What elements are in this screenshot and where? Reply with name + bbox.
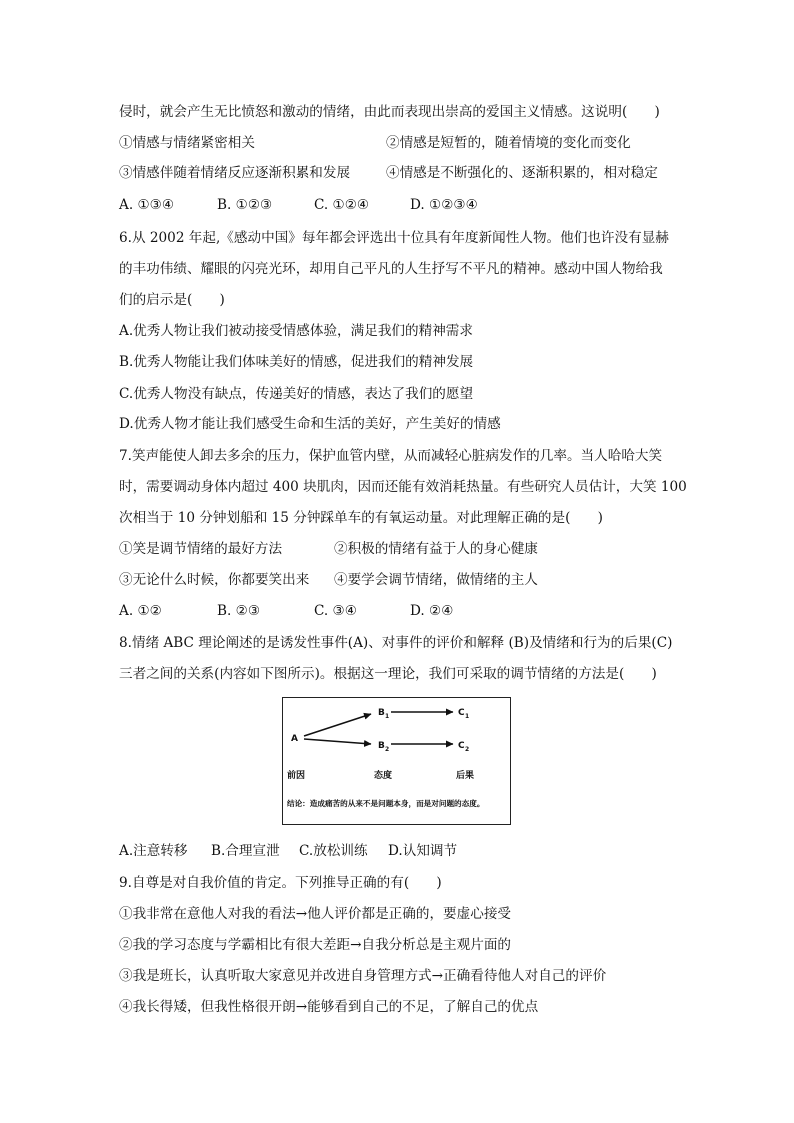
q9-statement-1: ①我非常在意他人对我的看法→他人评价都是正确的，要虚心接受 bbox=[119, 906, 512, 922]
node-c2-label: C bbox=[458, 741, 465, 751]
q5-option-b: B. ①②③ bbox=[217, 197, 273, 213]
q8-option-c: C.放松训练 bbox=[299, 843, 368, 859]
q8-stem-line-2: 三者之间的关系(内容如下图所示)。根据这一理论，我们可采取的调节情绪的方法是( ) bbox=[119, 666, 657, 682]
caption-attitude: 态度 bbox=[374, 771, 393, 781]
q7-stem-line-2: 时，需要调动身体内超过 400 块肌肉，因而还能有效消耗热量。有些研究人员估计，大笑 100 bbox=[119, 479, 687, 495]
diagram-conclusion: 结论：造成痛苦的从来不是问题本身，而是对问题的态度。 bbox=[287, 799, 485, 808]
node-c1-label: C bbox=[458, 708, 465, 718]
q7-stem-line-1: 7.笑声能使人卸去多余的压力，保护血管内壁，从而减轻心脏病发作的几率。当人哈哈大笑 bbox=[119, 448, 663, 464]
abc-theory-diagram bbox=[282, 697, 511, 825]
q8-option-d: D.认知调节 bbox=[388, 843, 458, 859]
abc-diagram-svg bbox=[283, 698, 509, 823]
node-b1-subscript: 1 bbox=[385, 713, 390, 720]
q7-statement-3: ③无论什么时候，你都要笑出来 bbox=[119, 572, 310, 588]
node-b2-subscript: 2 bbox=[385, 746, 390, 753]
node-b1-label: B bbox=[378, 708, 385, 718]
q7-option-a: A. ①② bbox=[119, 603, 162, 619]
q7-statement-1: ①笑是调节情绪的最好方法 bbox=[119, 541, 283, 557]
q7-statement-4: ④要学会调节情绪，做情绪的主人 bbox=[334, 572, 538, 588]
q9-statement-2: ②我的学习态度与学霸相比有很大差距→自我分析总是主观片面的 bbox=[119, 937, 512, 953]
q7-option-d: D. ②④ bbox=[410, 603, 454, 619]
caption-cause: 前因 bbox=[287, 771, 306, 781]
node-a-label: A bbox=[291, 734, 298, 744]
q5-statement-1: ①情感与情绪紧密相关 bbox=[119, 135, 255, 151]
q9-statement-3: ③我是班长，认真听取大家意见并改进自身管理方式→正确看待他人对自己的评价 bbox=[119, 968, 607, 984]
q8-stem-line-1: 8.情绪 ABC 理论阐述的是诱发性事件(A)、对事件的评价和解释 (B)及情绪和行为的后果(C) bbox=[119, 635, 673, 651]
q5-option-a: A. ①③④ bbox=[119, 197, 175, 213]
q5-stem-continuation: 侵时，就会产生无比愤怒和激动的情绪，由此而表现出崇高的爱国主义情感。这说明( ) bbox=[119, 104, 660, 120]
caption-result: 后果 bbox=[456, 771, 475, 781]
q8-option-a: A.注意转移 bbox=[119, 843, 188, 859]
q6-option-c: C.优秀人物没有缺点，传递美好的情感，表达了我们的愿望 bbox=[119, 386, 474, 402]
q9-statement-4: ④我长得矮，但我性格很开朗→能够看到自己的不足，了解自己的优点 bbox=[119, 999, 539, 1015]
arrow-a-to-b2 bbox=[304, 739, 371, 744]
q5-statement-4: ④情感是不断强化的、逐渐积累的，相对稳定 bbox=[386, 165, 658, 181]
q5-option-c: C. ①②④ bbox=[314, 197, 370, 213]
node-c1-subscript: 1 bbox=[465, 713, 470, 720]
q9-stem: 9.自尊是对自我价值的肯定。下列推导正确的有( ) bbox=[119, 875, 442, 891]
q8-option-b: B.合理宣泄 bbox=[211, 843, 280, 859]
node-c2-subscript: 2 bbox=[465, 746, 470, 753]
q6-stem-line-1: 6.从 2002 年起,《感动中国》每年都会评选出十位具有年度新闻性人物。他们也许没有显赫 bbox=[119, 230, 669, 246]
q7-option-b: B. ②③ bbox=[217, 603, 261, 619]
q5-statement-2: ②情感是短暂的，随着情境的变化而变化 bbox=[386, 135, 631, 151]
q7-stem-line-3: 次相当于 10 分钟划船和 15 分钟踩单车的有氧运动量。对此理解正确的是( ) bbox=[119, 510, 603, 526]
q5-statement-3: ③情感伴随着情绪反应逐渐积累和发展 bbox=[119, 165, 351, 181]
node-b2-label: B bbox=[378, 741, 385, 751]
q6-stem-line-3: 们的启示是( ) bbox=[119, 292, 225, 308]
q6-option-b: B.优秀人物能让我们体味美好的情感，促进我们的精神发展 bbox=[119, 354, 474, 370]
q7-option-c: C. ③④ bbox=[314, 603, 357, 619]
q6-option-d: D.优秀人物才能让我们感受生命和生活的美好，产生美好的情感 bbox=[119, 416, 501, 432]
q6-stem-line-2: 的丰功伟绩、耀眼的闪亮光环，却用自己平凡的人生抒写不平凡的精神。感动中国人物给我 bbox=[119, 261, 663, 277]
q5-option-d: D. ①②③④ bbox=[410, 197, 478, 213]
q7-statement-2: ②积极的情绪有益于人的身心健康 bbox=[334, 541, 538, 557]
q6-option-a: A.优秀人物让我们被动接受情感体验，满足我们的精神需求 bbox=[119, 323, 473, 339]
arrow-a-to-b1 bbox=[304, 714, 371, 736]
